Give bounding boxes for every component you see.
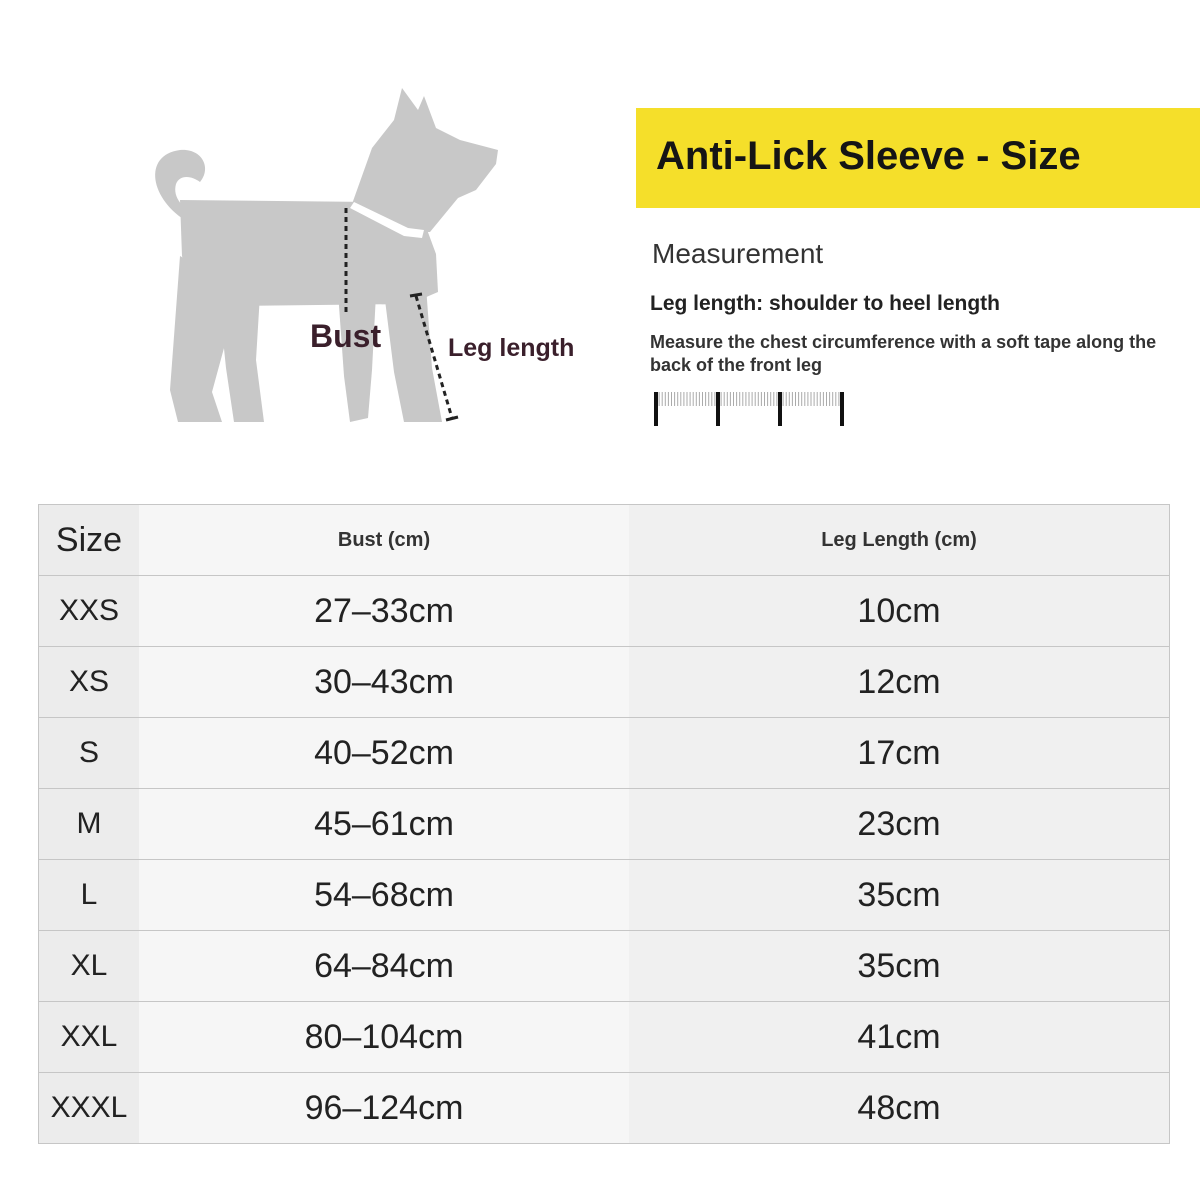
table-header-row (39, 505, 1170, 576)
header-size: Size (39, 505, 140, 576)
chest-measure-instruction: Measure the chest circumference with a soft tape along the back of the front leg (650, 332, 1157, 375)
size-cell: XXXL (39, 1073, 140, 1144)
header-leg-length: Leg Length (cm) (629, 505, 1170, 576)
ruler-icon (652, 388, 852, 435)
leg-length-cell: 35cm (629, 931, 1170, 1002)
table-row (39, 1073, 1170, 1144)
dog-illustration (140, 80, 600, 440)
measurement-heading: Measurement (652, 238, 824, 269)
leg-length-cell: 10cm (629, 576, 1170, 647)
dog-silhouette-icon (140, 80, 600, 440)
bust-cell: 40–52cm (139, 718, 629, 789)
table-row (39, 647, 1170, 718)
header-bust: Bust (cm) (139, 505, 629, 576)
title-banner (636, 108, 1200, 208)
size-cell: XXL (39, 1002, 140, 1073)
table-row (39, 1002, 1170, 1073)
size-cell: L (39, 860, 140, 931)
table-row (39, 931, 1170, 1002)
page-title: Anti-Lick Sleeve - Size (656, 134, 1081, 178)
leg-length-cell: 23cm (629, 789, 1170, 860)
bust-cell: 27–33cm (139, 576, 629, 647)
size-chart-table (38, 504, 1170, 1144)
table-row (39, 576, 1170, 647)
bust-cell: 96–124cm (139, 1073, 629, 1144)
leg-length-cell: 17cm (629, 718, 1170, 789)
size-cell: XXS (39, 576, 140, 647)
leg-length-definition: Leg length: shoulder to heel length (650, 292, 1000, 315)
bust-cell: 80–104cm (139, 1002, 629, 1073)
bust-cell: 45–61cm (139, 789, 629, 860)
bust-cell: 54–68cm (139, 860, 629, 931)
table-row (39, 718, 1170, 789)
size-cell: XL (39, 931, 140, 1002)
leg-length-label: Leg length (448, 334, 575, 362)
leg-length-cell: 35cm (629, 860, 1170, 931)
ruler-graphic (652, 388, 852, 430)
size-cell: XS (39, 647, 140, 718)
leg-length-cell: 12cm (629, 647, 1170, 718)
bust-cell: 30–43cm (139, 647, 629, 718)
bust-cell: 64–84cm (139, 931, 629, 1002)
table-row (39, 789, 1170, 860)
leg-length-cell: 41cm (629, 1002, 1170, 1073)
leg-length-cell: 48cm (629, 1073, 1170, 1144)
table-row (39, 860, 1170, 931)
size-cell: M (39, 789, 140, 860)
bust-label: Bust (310, 318, 382, 354)
size-cell: S (39, 718, 140, 789)
